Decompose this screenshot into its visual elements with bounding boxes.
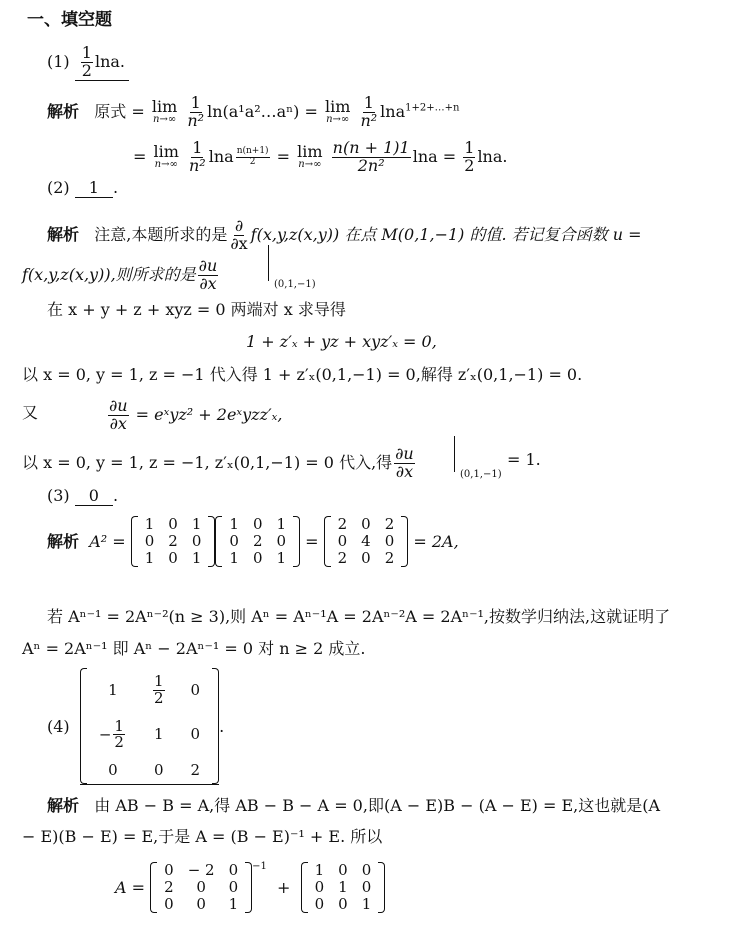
matrix-row (87, 668, 212, 713)
matrix-cell: 0 (361, 878, 372, 896)
q1-l1-mid: ln(a¹a²…aⁿ) = (207, 101, 318, 121)
matrix-cell: 0 (276, 532, 287, 550)
matrix-cell: 1 (276, 549, 287, 567)
frac-num: 1 (192, 138, 203, 157)
matrix-row (222, 550, 293, 567)
q1-number: (1) (47, 51, 70, 71)
q3-answer-line (47, 488, 118, 504)
frac-den: n² (189, 155, 206, 175)
frac-num: ∂u (198, 256, 218, 275)
matrix-row (331, 516, 402, 533)
q3-answer: 0 (75, 486, 113, 506)
matrix-cell: 0 (196, 895, 206, 913)
matrix-cell: 0 (153, 761, 164, 779)
matrix-cell: 1 (108, 680, 118, 699)
lim: lim (324, 97, 351, 117)
matrix-cell: 1 (338, 878, 348, 896)
matrix-cell: 0 (190, 680, 201, 699)
matrix-cell: 2 (337, 549, 348, 567)
q2-t1: 注意,本题所求的是 (94, 224, 228, 244)
matrix-cell: 1 (228, 895, 239, 913)
q1-l2-end: lna. (477, 146, 508, 166)
q4-dot: . (219, 716, 225, 736)
matrix-cell: 1 (191, 549, 202, 567)
matrix-a (215, 516, 300, 567)
matrix-row (87, 713, 212, 758)
matrix-cell: 0 (228, 878, 239, 896)
matrix-cell: 0 (228, 861, 239, 879)
matrix-cell: 0 (164, 895, 174, 913)
frac-num: ∂u (109, 396, 128, 415)
matrix-cell: 0 (361, 549, 371, 567)
frac-den: ∂x (230, 233, 248, 253)
matrix-row (222, 516, 293, 533)
q2-line8 (22, 446, 417, 481)
q2-dot: . (112, 178, 119, 197)
matrix-cell: 0 (361, 861, 372, 879)
lim: lim (151, 97, 178, 117)
matrix-cell: 1 (314, 861, 325, 879)
q4-t2: − E)(B − E) = E,于是 A = (B − E)⁻¹ + E. 所以 (22, 827, 383, 846)
q2-t4: 在 x + y + z + xyz = 0 两端对 x 求导得 (47, 300, 346, 319)
matrix-cell: 0 (108, 761, 118, 779)
matrix-cell: 0 (168, 549, 178, 567)
matrix-cell: 4 (361, 532, 371, 550)
matrix-cell: 2 (252, 532, 263, 550)
matrix-cell: $\frac{1}{2}$ (153, 672, 164, 707)
matrix-cell: 1 (229, 515, 239, 533)
q3-a2: A² = (89, 531, 126, 551)
matrix-cell: 1 (153, 725, 164, 744)
q2-answer-line (47, 180, 118, 196)
frac-num: 1 (363, 93, 374, 112)
q4-aeq: A = (115, 877, 146, 897)
matrix-cell: 1 (276, 515, 287, 533)
q1-l2-b: lna = (412, 146, 457, 166)
matrix-row (138, 533, 209, 550)
matrix-row (308, 879, 379, 896)
matrix-b-minus-e (150, 862, 252, 913)
matrix-row (138, 550, 209, 567)
frac-den: ∂x (395, 461, 414, 481)
eq-sign: = (276, 146, 291, 166)
q2-line1 (47, 218, 642, 253)
q2-eval-point: (0,1,−1) (274, 279, 316, 290)
lim-sub: n→∞ (154, 159, 178, 171)
matrix-row (308, 862, 379, 879)
matrix-row (138, 516, 209, 533)
frac-num: ∂ (234, 216, 244, 235)
frac-num: 1 (190, 93, 201, 112)
matrix-cell: 0 (229, 532, 239, 550)
q1-l1-end: lna (380, 101, 406, 121)
matrix-row (157, 862, 245, 879)
eq-sign: = (305, 531, 319, 551)
q2-t2: f(x,y,z(x,y)) 在点 M(0,1,−1) 的值. 若记复合函数 u = (250, 224, 642, 244)
q3-t2: Aⁿ = 2Aⁿ⁻¹ 即 Aⁿ − 2Aⁿ⁻¹ = 0 对 n ≥ 2 成立. (22, 639, 366, 658)
matrix-cell: 0 (252, 549, 263, 567)
matrix-cell: 1 (144, 549, 155, 567)
q4-line1 (47, 798, 660, 814)
q4-answer-line (47, 668, 224, 785)
q4-matrix-line (115, 862, 385, 913)
matrix-cell: 0 (164, 861, 174, 879)
q2-t6: 以 x = 0, y = 1, z = −1 代入得 1 + z′ₓ(0,1,−1) = 0,解得 z′ₓ(0,1,−1) = 0. (22, 365, 583, 384)
frac-den: ∂x (199, 273, 217, 293)
inverse-exponent: −1 (252, 861, 267, 872)
q2-line7 (106, 398, 282, 433)
lim-sub: n→∞ (153, 114, 177, 126)
matrix-row (331, 550, 402, 567)
q1-ans-den: 2 (81, 60, 92, 80)
q1-l1-pre: 原式 = (94, 101, 145, 121)
q2-line2 (22, 258, 220, 293)
lim: lim (297, 142, 323, 162)
q2-t7: = eˣyz² + 2eˣyzz′ₓ, (135, 404, 283, 424)
matrix-cell: − $\frac{1}{2}$ (98, 716, 124, 752)
q1-ans-num: 1 (81, 43, 92, 62)
frac-den: 2 (464, 155, 475, 175)
matrix-cell: 0 (252, 515, 263, 533)
matrix-cell: − 2 (187, 861, 215, 879)
q3-matrix-line (47, 516, 459, 567)
q1-solution-line1 (47, 95, 459, 130)
q2-jiexi-label: 解析 (47, 224, 80, 244)
matrix-cell: 0 (168, 515, 178, 533)
matrix-cell: 0 (337, 532, 348, 550)
matrix-cell: 2 (384, 549, 395, 567)
matrix-cell: 1 (191, 515, 202, 533)
q1-l2-lna: lna (208, 146, 234, 166)
q1-l1-exp: 1+2+…+n (405, 102, 460, 114)
lim: lim (153, 142, 179, 162)
lim-sub: n→∞ (326, 114, 350, 126)
matrix-cell: 0 (314, 878, 325, 896)
q4-number: (4) (47, 716, 70, 736)
matrix-a-squared (324, 516, 409, 567)
matrix-cell: 2 (190, 761, 201, 779)
matrix-cell: 0 (384, 532, 395, 550)
q2-t9: = 1. (507, 450, 541, 469)
matrix-cell: 1 (144, 515, 155, 533)
matrix-cell: 0 (196, 878, 206, 896)
q2-t3: f(x,y,z(x,y)),则所求的是 (22, 264, 196, 284)
q4-jiexi-label: 解析 (47, 796, 80, 815)
q1-solution-line2 (133, 140, 507, 175)
matrix-cell: 2 (168, 532, 178, 550)
matrix-cell: 0 (144, 532, 155, 550)
matrix-cell: 0 (338, 895, 348, 913)
frac-num: 1 (464, 138, 475, 157)
frac-den: n² (187, 110, 205, 130)
q2-you: 又 (22, 403, 39, 422)
eq-sign: = (133, 146, 147, 166)
matrix-cell: 1 (361, 895, 372, 913)
q3-tail: = 2A, (413, 531, 459, 551)
q2-eval-point2: (0,1,−1) (460, 469, 502, 480)
exp-den: 2 (249, 156, 256, 167)
q4-answer-matrix (80, 668, 219, 785)
matrix-row (222, 533, 293, 550)
matrix-row (331, 533, 402, 550)
q1-jiexi-label: 解析 (47, 101, 80, 121)
q2-t5: 1 + z′ₓ + yz + xyz′ₓ = 0, (246, 332, 437, 351)
q3-dot: . (112, 486, 119, 505)
q3-t1: 若 Aⁿ⁻¹ = 2Aⁿ⁻²(n ≥ 3),则 Aⁿ = Aⁿ⁻¹A = 2Aⁿ⁻²A = 2Aⁿ⁻¹,按数学归纳法,这就证明了 (47, 607, 671, 626)
exp-num: n(n+1) (236, 146, 269, 157)
matrix-cell: 2 (337, 515, 348, 533)
lim-sub: n→∞ (298, 159, 322, 171)
q3-jiexi-label: 解析 (47, 531, 80, 551)
q2-t8: 以 x = 0, y = 1, z = −1, z′ₓ(0,1,−1) = 0 代入,得 (22, 452, 393, 472)
q2-answer: 1 (75, 178, 113, 198)
q2-number: (2) (47, 178, 70, 197)
matrix-cell: 0 (361, 515, 371, 533)
frac-den: ∂x (109, 413, 127, 433)
frac-den: 2n² (357, 155, 385, 175)
identity-matrix (301, 862, 386, 913)
matrix-row (157, 896, 245, 913)
eval-bar (454, 436, 455, 472)
matrix-cell: 0 (191, 532, 202, 550)
matrix-row (308, 896, 379, 913)
q1-ans-tail: lna. (94, 51, 125, 71)
frac-num: ∂u (395, 444, 414, 463)
q3-number: (3) (47, 486, 70, 505)
matrix-cell: 0 (338, 861, 348, 879)
plus-sign: + (277, 877, 291, 897)
q1-answer-line (47, 45, 129, 81)
eval-bar (268, 245, 269, 281)
matrix-a (131, 516, 216, 567)
section-title: 一、填空题 (27, 10, 112, 30)
matrix-cell: 0 (314, 895, 325, 913)
q4-t1: 由 AB − B = A,得 AB − B − A = 0,即(A − E)B − (A − E) = E,这也就是(A (94, 796, 661, 815)
frac-den: n² (360, 110, 378, 130)
matrix-cell: 2 (384, 515, 395, 533)
matrix-cell: 2 (164, 878, 174, 896)
frac-num: n(n + 1)1 (332, 138, 410, 157)
matrix-row (157, 879, 245, 896)
matrix-cell: 0 (190, 725, 201, 744)
matrix-cell: 1 (229, 549, 239, 567)
matrix-row (87, 757, 212, 784)
